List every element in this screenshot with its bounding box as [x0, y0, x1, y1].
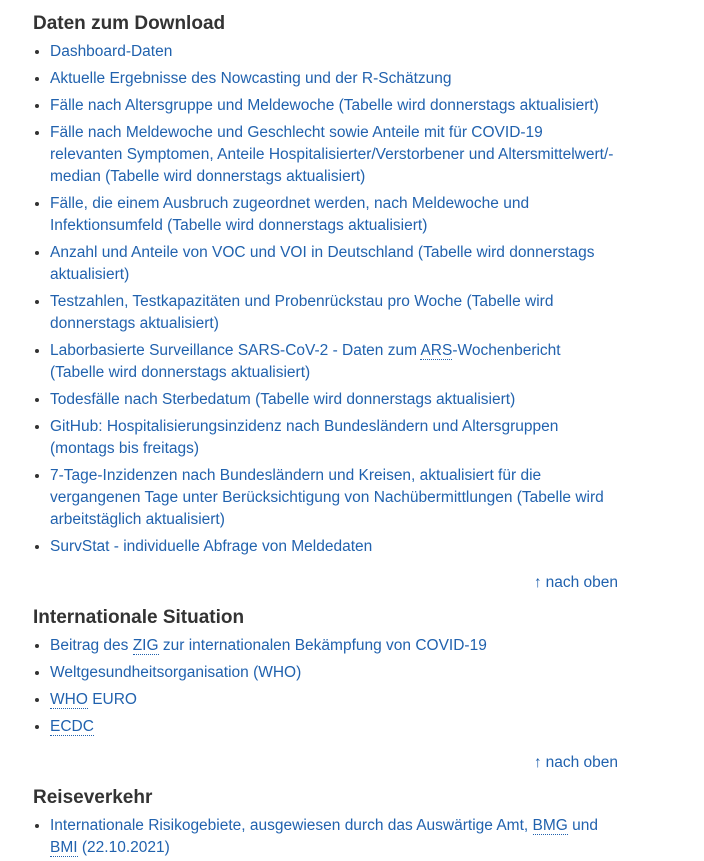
- link[interactable]: [50, 691, 137, 709]
- link-text: Testzahlen, Testkapazitäten und Probenrückstau pro Woche (Tabelle wird donnerstags aktualisiert): [50, 293, 554, 332]
- back-to-top-label: nach oben: [545, 754, 618, 771]
- section-heading-internationale-situation: Internationale Situation: [33, 607, 245, 628]
- content: [33, 12, 618, 859]
- abbreviation: ZIG: [132, 637, 159, 654]
- link[interactable]: [50, 718, 94, 736]
- list-item: [50, 635, 618, 657]
- list-item: [50, 41, 618, 63]
- link[interactable]: [50, 664, 301, 681]
- section-heading-daten-zum-download: Daten zum Download: [33, 13, 226, 34]
- link-text: -Wochenbericht (Tabelle wird donnerstags aktualisiert): [50, 342, 561, 381]
- link[interactable]: [50, 391, 515, 408]
- link-text: und: [567, 817, 598, 834]
- abbreviation: BMG: [532, 817, 568, 834]
- link[interactable]: [50, 97, 599, 114]
- back-to-top-row: [33, 572, 618, 594]
- link-text: Laborbasierte Surveillance SARS-CoV-2 - Daten zum: [50, 342, 421, 359]
- link-text: Fälle, die einem Ausbruch zugeordnet werden, nach Meldewoche und Infektionsumfeld (Tabelle wird donnerstags aktualisiert): [50, 195, 530, 234]
- link-list-reiseverkehr: [33, 815, 618, 859]
- list-item: [50, 122, 618, 188]
- list-item: [50, 340, 618, 384]
- link[interactable]: [50, 124, 613, 185]
- abbreviation: ARS: [420, 342, 453, 359]
- link-text: Anzahl und Anteile von VOC und VOI in Deutschland (Tabelle wird donnerstags aktualisiert): [50, 244, 595, 283]
- link-text: (22.10.2021): [77, 839, 170, 856]
- link[interactable]: [50, 817, 598, 857]
- list-item: [50, 662, 618, 684]
- section-heading-reiseverkehr: Reiseverkehr: [33, 787, 153, 808]
- link-text: SurvStat - individuelle Abfrage von Meldedaten: [50, 538, 373, 555]
- link-text: Fälle nach Meldewoche und Geschlecht sowie Anteile mit für COVID-19 relevanten Symptomen, Anteile Hospitalisierter/Verstorbener und Altersmittelwert/-median (Tabelle wird donnerstags aktualisiert): [50, 124, 614, 185]
- list-item: [50, 416, 618, 460]
- list-item: [50, 242, 618, 286]
- link-list-daten-zum-download: [33, 41, 618, 558]
- abbreviation: WHO: [50, 691, 88, 708]
- link-list-internationale-situation: [33, 635, 618, 738]
- link-text: Dashboard-Daten: [50, 43, 173, 60]
- link[interactable]: [50, 43, 172, 60]
- abbreviation: ECDC: [50, 718, 94, 735]
- link-text: EURO: [87, 691, 137, 708]
- link[interactable]: [50, 637, 487, 655]
- link-text: Weltgesundheitsorganisation (WHO): [50, 664, 302, 681]
- link[interactable]: [50, 467, 604, 528]
- link[interactable]: [50, 195, 529, 234]
- link[interactable]: [50, 70, 452, 87]
- link-text: GitHub: Hospitalisierungsinzidenz nach Bundesländern und Altersgruppen (montags bis freitags): [50, 418, 559, 457]
- back-to-top-link[interactable]: [534, 574, 618, 591]
- list-item: [50, 95, 618, 117]
- list-item: [50, 815, 618, 859]
- abbreviation: BMI: [50, 839, 78, 856]
- link-text: Fälle nach Altersgruppe und Meldewoche (Tabelle wird donnerstags aktualisiert): [50, 97, 599, 114]
- back-to-top-link[interactable]: [534, 754, 618, 771]
- list-item: [50, 389, 618, 411]
- list-item: [50, 689, 618, 711]
- back-to-top-row: [33, 752, 618, 774]
- link[interactable]: [50, 418, 558, 457]
- link[interactable]: [50, 538, 372, 555]
- list-item: [50, 68, 618, 90]
- up-arrow-icon: ↑: [533, 754, 542, 771]
- list-item: [50, 291, 618, 335]
- list-item: [50, 536, 618, 558]
- list-item: [50, 716, 618, 738]
- link[interactable]: [50, 244, 595, 283]
- link-text: zur internationalen Bekämpfung von COVID-19: [158, 637, 487, 654]
- back-to-top-label: nach oben: [545, 574, 618, 591]
- link-text: Aktuelle Ergebnisse des Nowcasting und der R-Schätzung: [50, 70, 452, 87]
- link-text: Todesfälle nach Sterbedatum (Tabelle wird donnerstags aktualisiert): [50, 391, 516, 408]
- list-item: [50, 193, 618, 237]
- link-text: Internationale Risikogebiete, ausgewiesen durch das Auswärtige Amt,: [50, 817, 533, 834]
- list-item: [50, 465, 618, 531]
- link[interactable]: [50, 342, 561, 381]
- link[interactable]: [50, 293, 553, 332]
- link-text: Beitrag des: [50, 637, 133, 654]
- link-text: 7-Tage-Inzidenzen nach Bundesländern und Kreisen, aktualisiert für die vergangenen Tage unter Berücksichtigung von Nachübermittlungen (Tabelle wird arbeitstäglich aktualisiert): [50, 467, 604, 528]
- up-arrow-icon: ↑: [533, 574, 542, 591]
